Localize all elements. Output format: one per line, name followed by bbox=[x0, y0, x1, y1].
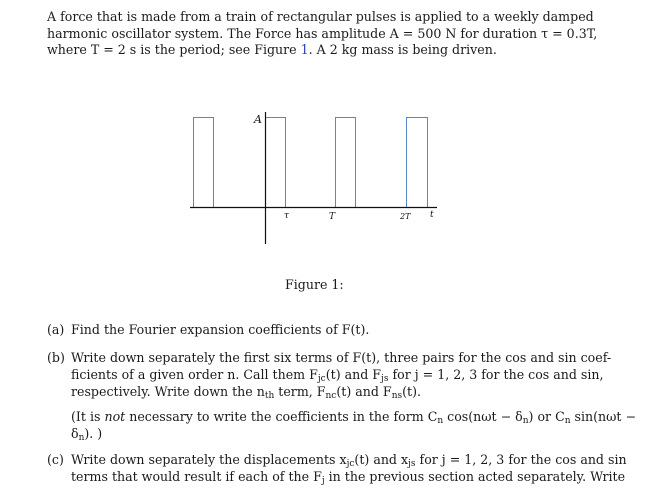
question-c-line-2-start: terms that would result if each of the F bbox=[71, 469, 322, 484]
subscript-j: j bbox=[321, 476, 325, 486]
subscript-n-4: n bbox=[78, 433, 85, 443]
question-c-line-1-mid: (t) and x bbox=[354, 452, 409, 467]
subscript-n-2: n bbox=[522, 416, 529, 426]
question-b-line-2-mid: (t) and F bbox=[325, 367, 382, 382]
subscript-js-c: js bbox=[408, 459, 416, 469]
pulse-train-plot bbox=[190, 112, 440, 247]
pulse-train-figure bbox=[190, 112, 440, 247]
question-c-line-2-end: in the previous section acted separately. Write bbox=[324, 469, 626, 484]
question-c-line-2 bbox=[71, 468, 625, 490]
question-b-line-3-mid: term, F bbox=[274, 384, 326, 399]
tick-tau-label: τ bbox=[284, 211, 289, 221]
subscript-n-3: n bbox=[564, 416, 571, 426]
intro-line-3 bbox=[47, 42, 595, 59]
pulse-3 bbox=[336, 118, 356, 208]
note-start: (It is bbox=[71, 409, 105, 424]
note-or: ) or C bbox=[528, 409, 565, 424]
subscript-th: th bbox=[264, 391, 275, 401]
note-emphasis-not: not bbox=[104, 409, 126, 424]
question-b-note-line-2 bbox=[71, 425, 102, 447]
question-b-line-3-start: respectively. Write down the n bbox=[71, 384, 265, 399]
question-b-line-2-start: ficients of a given order n. Call them F bbox=[71, 367, 318, 382]
question-b-label: (b) bbox=[47, 350, 65, 365]
note-middle: necessary to write the coefficients in the form C bbox=[125, 409, 438, 424]
figure-reference-link[interactable]: 1 bbox=[300, 42, 309, 58]
question-b-line-3-mid2: (t) and F bbox=[336, 384, 392, 399]
intro-line-2: harmonic oscillator system. The Force has amplitude A = 500 N for duration τ = 0.3T, bbox=[47, 25, 598, 41]
question-c-label: (c) bbox=[47, 452, 64, 467]
question-b-line-1: Write down separately the first six terms of F(t), three pairs for the cos and sin coef- bbox=[71, 350, 612, 365]
note-delta: δ bbox=[71, 426, 79, 441]
tick-2T-label: 2T bbox=[400, 212, 411, 221]
subscript-nc: nc bbox=[325, 391, 337, 401]
figure-caption: Figure 1: bbox=[285, 277, 344, 292]
question-b-line-3 bbox=[71, 383, 421, 405]
question-b-line-2-end: for j = 1, 2, 3 for the cos and sin, bbox=[388, 367, 604, 382]
subscript-js: js bbox=[381, 374, 389, 384]
pulse-1 bbox=[194, 118, 214, 208]
question-c-line-1-end: for j = 1, 2, 3 for the cos and sin bbox=[415, 452, 627, 467]
intro-line-3-end: . A 2 kg mass is being driven. bbox=[308, 42, 497, 58]
question-a-text: Find the Fourier expansion coefficients of F(t). bbox=[71, 322, 370, 337]
subscript-ns: ns bbox=[391, 391, 403, 401]
question-b bbox=[47, 349, 637, 444]
subscript-jc-c: jc bbox=[346, 459, 355, 469]
question-b-note-line-1 bbox=[71, 408, 636, 430]
tick-T-label: T bbox=[329, 212, 336, 222]
subscript-jc: jc bbox=[317, 374, 326, 384]
question-c-line-1-start: Write down separately the displacements x bbox=[71, 452, 347, 467]
question-c bbox=[47, 451, 627, 491]
note-end: ). ) bbox=[84, 426, 103, 441]
x-axis-label: t bbox=[430, 210, 434, 220]
question-a-label: (a) bbox=[47, 322, 65, 337]
pulse-2 bbox=[266, 118, 286, 208]
subscript-n-1: n bbox=[437, 416, 444, 426]
pulse-4 bbox=[407, 118, 428, 208]
note-sin-term: sin(nωt − bbox=[570, 409, 637, 424]
problem-statement bbox=[47, 9, 598, 59]
question-b-line-3-end: (t). bbox=[402, 384, 421, 399]
note-cos-term: cos(nωt − δ bbox=[443, 409, 523, 424]
intro-line-1: A force that is made from a train of rectangular pulses is applied to a weekly damped bbox=[47, 9, 594, 24]
y-axis-label: A bbox=[254, 113, 262, 126]
intro-line-3-start: where T = 2 s is the period; see Figure bbox=[47, 42, 301, 58]
